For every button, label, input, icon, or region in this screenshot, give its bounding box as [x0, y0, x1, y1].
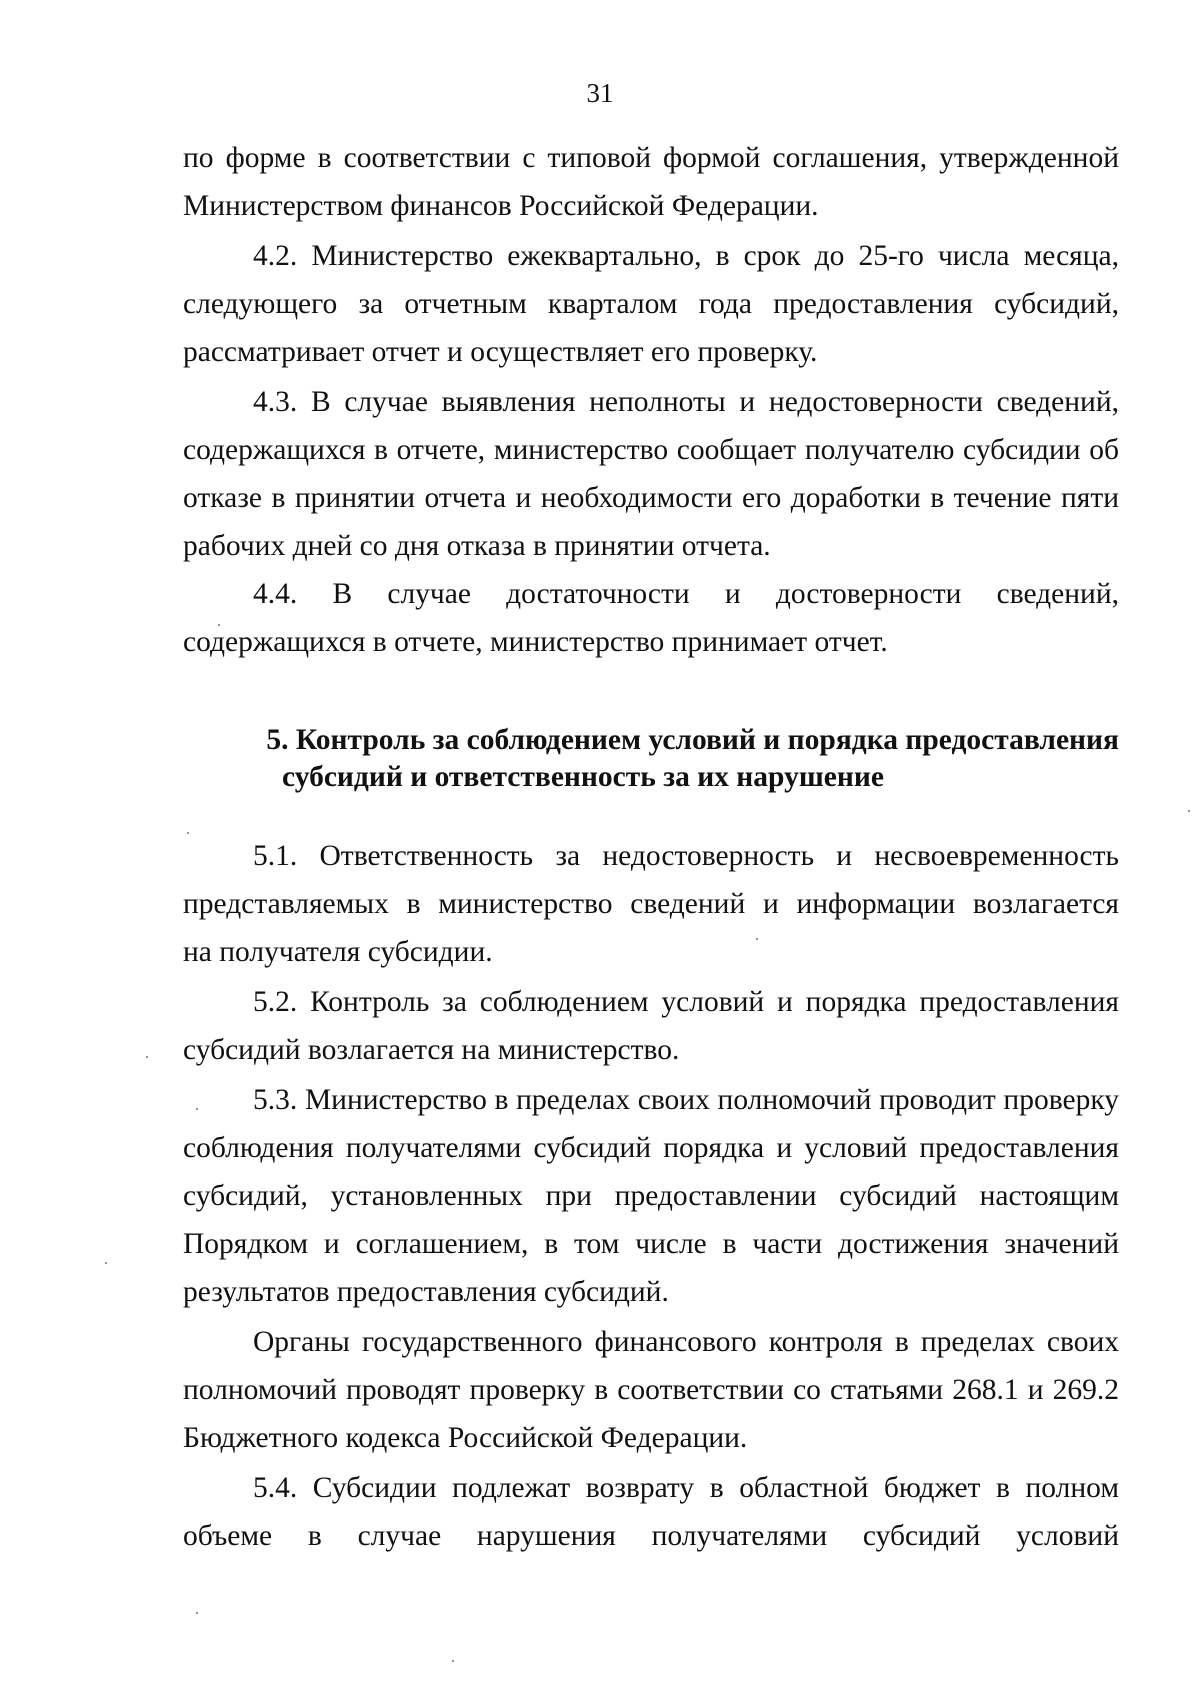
scan-speck: [196, 1108, 198, 1110]
text-line: 5.1. Ответственность за недостоверность и несвоевременность: [253, 840, 1119, 872]
paragraph-5-3-organs: [183, 1318, 1119, 1462]
paragraph-5-4: [183, 1464, 1119, 1560]
text-line: содержащихся в отчете, министерство принимает отчет.: [183, 626, 888, 658]
scan-speck: [196, 1612, 198, 1614]
paragraph-5-3: [183, 1076, 1119, 1316]
text-line: Министерством финансов Российской Федерации.: [183, 190, 819, 222]
text-line: следующего за отчетным кварталом года предоставления субсидий,: [183, 288, 1119, 320]
text-line: Органы государственного финансового контроля в пределах своих: [253, 1326, 1119, 1358]
scan-speck: [218, 624, 220, 626]
text-line: субсидий возлагается на министерство.: [183, 1034, 680, 1066]
paragraph-4-2: [183, 232, 1119, 376]
scan-speck: [187, 832, 189, 834]
text-line: содержащихся в отчете, министерство сообщает получателю субсидии об: [183, 434, 1119, 466]
scan-speck: [1188, 810, 1190, 812]
text-line: Порядком и соглашением, в том числе в части достижения значений: [183, 1228, 1119, 1260]
paragraph-4-4: [183, 570, 1119, 666]
text-line: объеме в случае нарушения получателями субсидий условий: [183, 1520, 1119, 1552]
paragraph-4-3: [183, 378, 1119, 570]
text-line: по форме в соответствии с типовой формой соглашения, утвержденной: [183, 142, 1119, 174]
text-line: 5.2. Контроль за соблюдением условий и порядка предоставления: [253, 986, 1119, 1018]
heading-line: субсидий и ответственность за их нарушение: [282, 761, 884, 793]
text-line: 4.3. В случае выявления неполноты и недостоверности сведений,: [253, 386, 1119, 418]
text-line: субсидий, установленных при предоставлении субсидий настоящим: [183, 1180, 1119, 1212]
scan-speck: [452, 1660, 454, 1662]
text-line: 4.4. В случае достаточности и достоверности сведений,: [253, 578, 1119, 610]
text-line: результатов предоставления субсидий.: [183, 1276, 669, 1308]
paragraph-4-1-continuation: [183, 134, 1119, 230]
paragraph-5-2: [183, 978, 1119, 1074]
heading-line: 5. Контроль за соблюдением условий и порядка предоставления: [266, 724, 1119, 756]
scan-speck: [105, 1262, 107, 1264]
section-5-text: [183, 832, 1119, 1560]
text-line: отказе в принятии отчета и необходимости его доработки в течение пяти: [183, 482, 1119, 514]
text-line: на получателя субсидии.: [183, 936, 493, 968]
text-line: 4.2. Министерство ежеквартально, в срок до 25-го числа месяца,: [253, 240, 1119, 272]
section-5-heading: [183, 722, 1119, 796]
scan-speck: [146, 1056, 148, 1058]
text-line: представляемых в министерство сведений и информации возлагается: [183, 888, 1119, 920]
paragraph-5-1: [183, 832, 1119, 976]
text-line: полномочий проводят проверку в соответствии со статьями 268.1 и 269.2: [183, 1374, 1119, 1406]
section-4-text: [183, 134, 1119, 666]
page-number: 31: [586, 78, 614, 108]
text-line: 5.3. Министерство в пределах своих полномочий проводит проверку: [253, 1084, 1119, 1116]
scan-speck: [756, 938, 758, 940]
text-line: рабочих дней со дня отказа в принятии отчета.: [183, 530, 771, 562]
text-line: рассматривает отчет и осуществляет его проверку.: [183, 336, 818, 368]
text-line: Бюджетного кодекса Российской Федерации.: [183, 1422, 748, 1454]
text-line: соблюдения получателями субсидий порядка и условий предоставления: [183, 1132, 1119, 1164]
text-line: 5.4. Субсидии подлежат возврату в областной бюджет в полном: [253, 1472, 1119, 1504]
